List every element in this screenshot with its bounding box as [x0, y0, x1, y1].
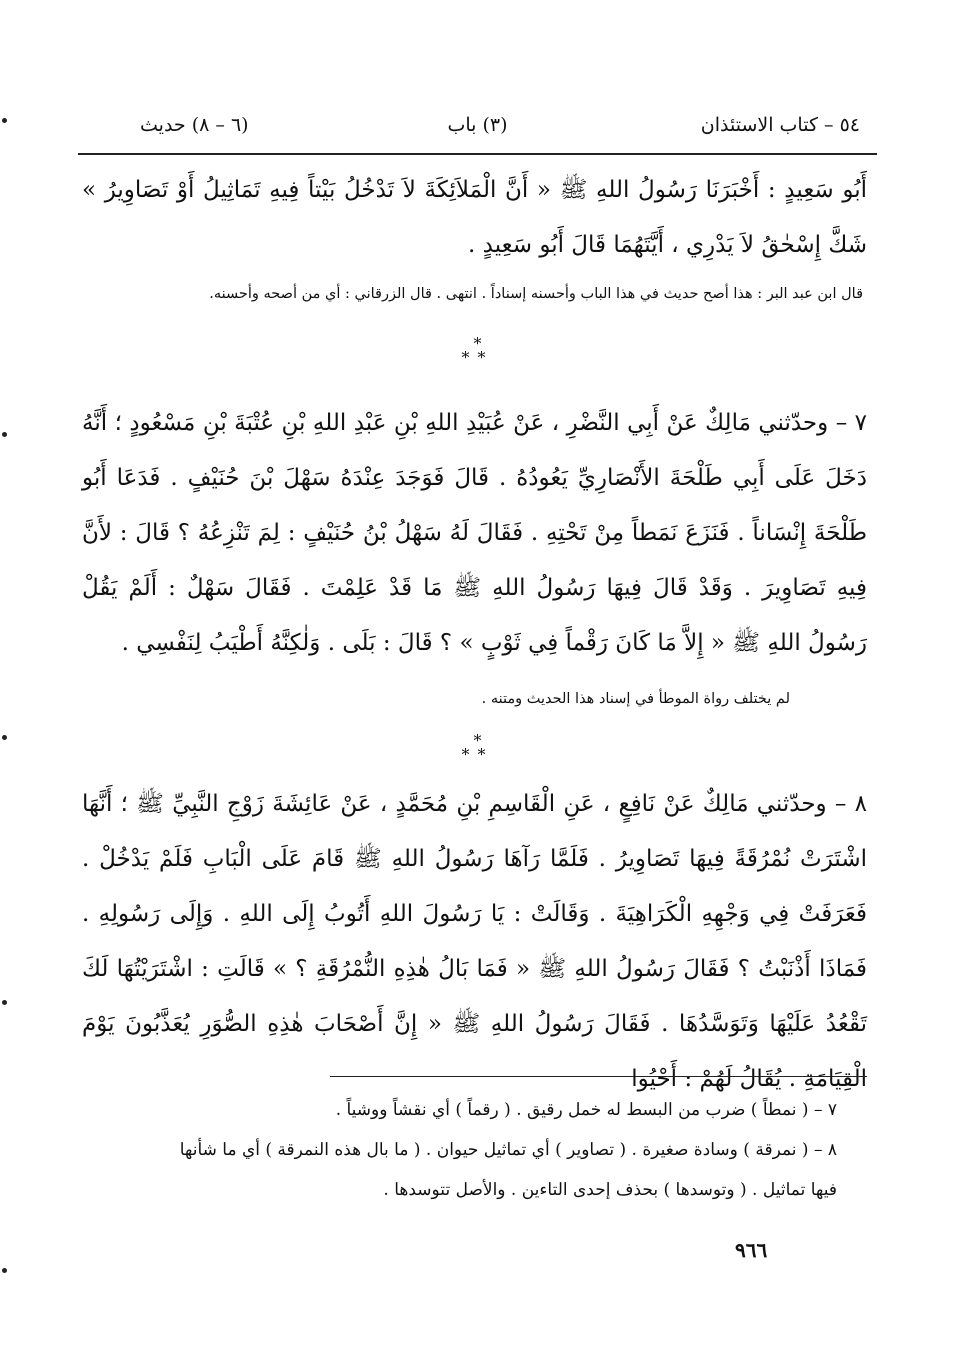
- hadith-7-text: ٧ – وحدّثني مَالِكٌ عَنْ أَبِي النَّضْرِ ، عَنْ عُبَيْدِ اللهِ بْنِ عَبْدِ اللهِ بْنِ عُتْبَةَ بْنِ مَسْعُودٍ ؛ أَنَّهُ دَخَلَ عَلَى أَبِي طَلْحَةَ الأَنْصَارِيِّ يَعُودُهُ . قَالَ فَوَجَدَ عِنْدَهُ سَهْلَ بْنَ حُنَيْفٍ . فَدَعَا أَبُو طَلْحَةَ إِنْسَاناً . فَنَزَعَ نَمَطاً مِنْ تَحْتِهِ . فَقَالَ لَهُ سَهْلُ بْنُ حُنَيْفٍ : لِمَ تَنْزِعُهُ ؟ قَالَ : لأَنَّ فِيهِ تَصَاوِيرَ . وَقَدْ قَالَ فِيهَا رَسُولُ اللهِ ﷺ مَا قَدْ عَلِمْتَ . فَقَالَ سَهْلٌ : أَلَمْ يَقُلْ رَسُولُ اللهِ ﷺ « إِلاَّ مَا كَانَ رَقْماً فِي ثَوْبٍ » ؟ قَالَ : بَلَى . وَلٰكِنَّهُ أَطْيَبُ لِنَفْسِي .: [82, 410, 867, 656]
- margin-mark: [2, 118, 7, 123]
- section-divider-stars: * **: [461, 731, 494, 764]
- continued-hadith-note: قال ابن عبد البر : هذا أصح حديث في هذا الباب وأحسنه إسناداً . انتهى . قال الزرقاني : أي من أصحه وأحسنه.: [209, 286, 863, 302]
- book-section-title: ٥٤ – كتاب الاستئذان: [700, 114, 860, 136]
- hadith-range: (٦ – ٨) حديث: [140, 114, 249, 136]
- footnotes: [95, 1090, 837, 1210]
- header-rule: [78, 153, 877, 155]
- margin-mark: [2, 735, 7, 740]
- continued-hadith-text: أَبُو سَعِيدٍ : أَخْبَرَنَا رَسُولُ اللهِ ﷺ « أَنَّ الْمَلاَئِكَةَ لاَ تَدْخُلُ بَيْتاً فِيهِ تَمَاثِيلُ أَوْ تَصَاوِيرُ » شَكَّ إِسْحٰقُ لاَ يَدْرِي ، أَيَّتَهُمَا قَالَ أَبُو سَعِيدٍ .: [82, 177, 867, 258]
- hadith-7-note: لم يختلف رواة الموطأ في إسناد هذا الحديث ومتنه .: [481, 691, 790, 707]
- footnote-line: ٨ – ( نمرقة ) وسادة صغيرة . ( تصاوير ) أي تماثيل حيوان . ( ما بال هذه النمرقة ) أي ما شأنها: [179, 1140, 837, 1160]
- footnote-line: ٧ – ( نمطاً ) ضرب من البسط له خمل رقيق . ( رقماً ) أي نقشاً ووشياً .: [335, 1100, 837, 1120]
- footnote-rule: [330, 1076, 867, 1077]
- section-divider-stars: * **: [461, 334, 494, 367]
- margin-mark: [2, 1268, 7, 1273]
- page-header: [95, 110, 860, 150]
- hadith-8-text: ٨ – وحدّثني مَالِكٌ عَنْ نَافِعٍ ، عَنِ الْقَاسِمِ بْنِ مُحَمَّدٍ ، عَنْ عَائِشَةَ زَوْجِ النَّبِيِّ ﷺ ؛ أَنَّهَا اشْتَرَتْ نُمْرُقَةً فِيهَا تَصَاوِيرُ . فَلَمَّا رَآهَا رَسُولُ اللهِ ﷺ قَامَ عَلَى الْبَابِ فَلَمْ يَدْخُلْ . فَعَرَفَتْ فِي وَجْهِهِ الْكَرَاهِيَةَ . وَقَالَتْ : يَا رَسُولَ اللهِ أَتُوبُ إِلَى اللهِ . وَإِلَى رَسُولِهِ . فَمَاذَا أَذْنَبْتُ ؟ فَقَالَ رَسُولُ اللهِ ﷺ « فَمَا بَالُ هٰذِهِ النُّمْرُقَةِ ؟ » قَالَتِ : اشْتَرَيْتُهَا لَكَ تَقْعُدُ عَلَيْهَا وَتَوَسَّدُهَا . فَقَالَ رَسُولُ اللهِ ﷺ « إِنَّ أَصْحَابَ هٰذِهِ الصُّوَرِ يُعَذَّبُونَ يَوْمَ الْقِيَامَةِ . يُقَالُ لَهُمْ : أَحْيُوا: [82, 791, 867, 1092]
- footnote-line: فيها تماثيل . ( وتوسدها ) بحذف إحدى التاءين . والأصل تتوسدها .: [383, 1180, 837, 1200]
- page-number: ٩٦٦: [735, 1238, 768, 1262]
- chapter-label: (٣) باب: [447, 114, 508, 136]
- margin-mark: [2, 1000, 7, 1005]
- margin-mark: [2, 432, 7, 437]
